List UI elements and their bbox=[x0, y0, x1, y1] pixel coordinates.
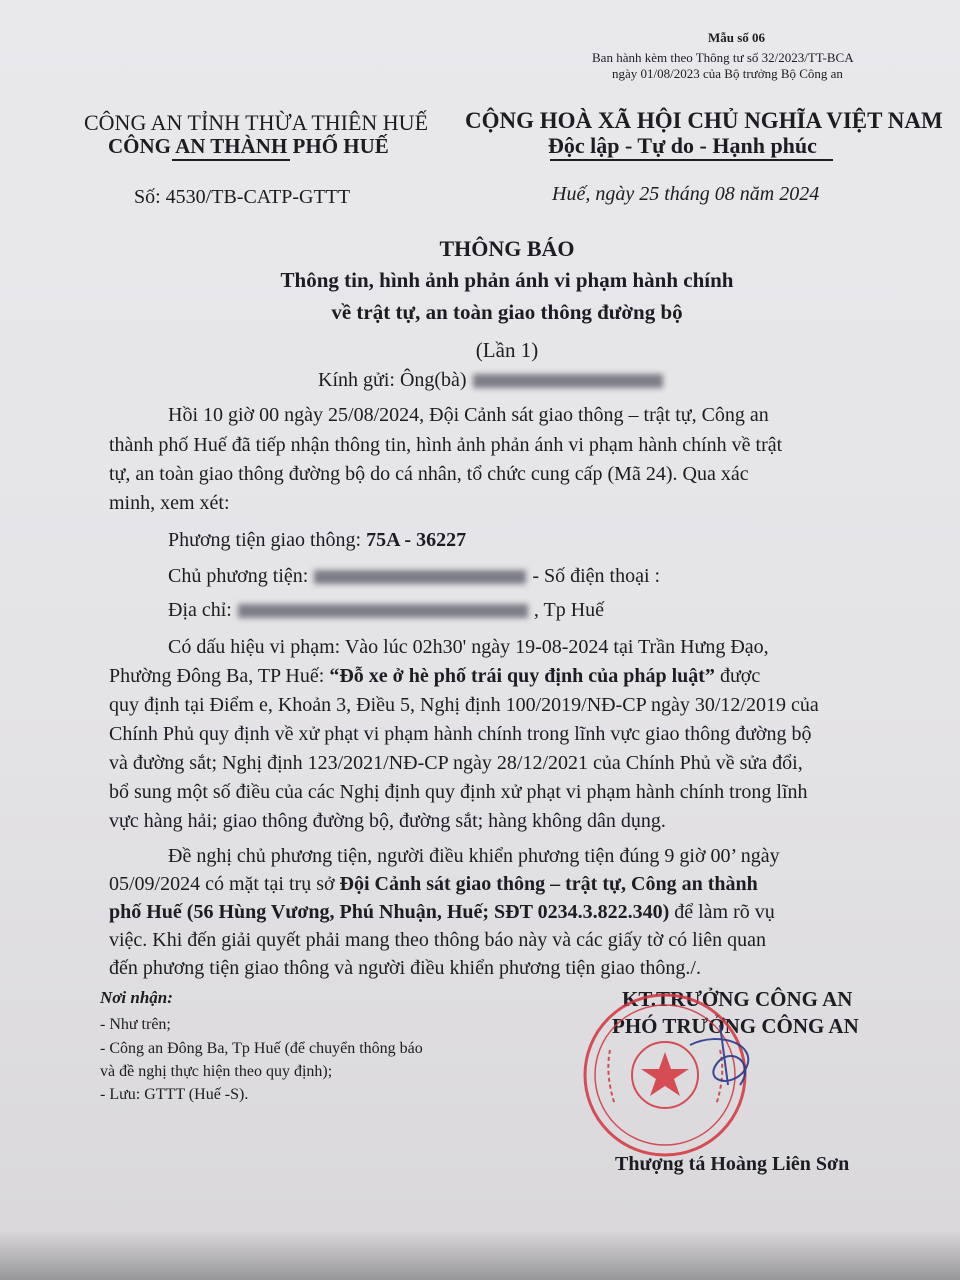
paragraph-1-line-1: Hồi 10 giờ 00 ngày 25/08/2024, Đội Cảnh sát giao thông – trật tự, Công an bbox=[168, 404, 769, 426]
vehicle-label: Phương tiện giao thông: bbox=[168, 529, 367, 551]
recipient-2: - Công an Đông Ba, Tp Huế (để chuyển thông báo bbox=[100, 1040, 423, 1057]
request-line-5: đến phương tiện giao thông và người điều khiển phương tiện giao thông./. bbox=[109, 957, 701, 979]
redacted-name bbox=[473, 374, 663, 388]
issuing-agency: CÔNG AN THÀNH PHỐ HUẾ bbox=[108, 134, 389, 158]
recipient-2-cont: và đề nghị thực hiện theo quy định); bbox=[100, 1063, 333, 1080]
signer-name: Thượng tá Hoàng Liên Sơn bbox=[615, 1153, 850, 1175]
request-office-address: phố Huế (56 Hùng Vương, Phú Nhuận, Huế; SĐT 0234.3.822.340) bbox=[109, 901, 670, 923]
address-label: Địa chỉ: bbox=[168, 599, 232, 621]
vehicle-line bbox=[168, 529, 466, 552]
request-line-3 bbox=[109, 901, 775, 924]
document-title: THÔNG BÁO bbox=[439, 236, 575, 261]
request-date: 05/09/2024 có mặt tại trụ sở bbox=[109, 873, 340, 895]
greeting-label: Kính gửi: Ông(bà) bbox=[318, 369, 467, 391]
request-line-4: việc. Khi đến giải quyết phải mang theo thông báo này và các giấy tờ có liên quan bbox=[109, 929, 767, 951]
request-line-2 bbox=[109, 873, 758, 896]
form-number: Mẫu số 06 bbox=[708, 30, 766, 45]
request-purpose: để làm rõ vụ bbox=[669, 901, 775, 923]
form-reference-line-1: Ban hành kèm theo Thông tư số 32/2023/TT-BCA bbox=[592, 50, 854, 65]
owner-label: Chủ phương tiện: bbox=[168, 565, 309, 587]
notice-iteration: (Lần 1) bbox=[475, 338, 539, 362]
paragraph-1-line-3: tự, an toàn giao thông đường bộ do cá nhân, tổ chức cung cấp (Mã 24). Qua xác bbox=[109, 463, 749, 485]
country-name: CỘNG HOÀ XÃ HỘI CHỦ NGHĨA VIỆT NAM bbox=[465, 108, 943, 133]
document-subtitle-2: về trật tự, an toàn giao thông đường bộ bbox=[331, 300, 683, 324]
recipient-3: - Lưu: GTTT (Huế -S). bbox=[100, 1086, 249, 1103]
redacted-owner bbox=[314, 570, 526, 584]
parent-agency: CÔNG AN TỈNH THỪA THIÊN HUẾ bbox=[84, 110, 429, 135]
violation-line-1: Có dấu hiệu vi phạm: Vào lúc 02h30' ngày 19-08-2024 tại Trần Hưng Đạo, bbox=[168, 636, 769, 658]
document-number: Số: 4530/TB-CATP-GTTT bbox=[134, 186, 351, 208]
vehicle-plate: 75A - 36227 bbox=[366, 529, 467, 551]
form-reference-line-2: ngày 01/08/2023 của Bộ trưởng Bộ Công an bbox=[612, 66, 843, 81]
address-city: , Tp Huế bbox=[533, 599, 605, 621]
document-subtitle-1: Thông tin, hình ảnh phản ánh vi phạm hành chính bbox=[280, 268, 734, 292]
greeting bbox=[318, 369, 669, 392]
violation-description: “Đỗ xe ở hè phố trái quy định của pháp luật” bbox=[329, 665, 715, 687]
violation-line-7: vực hàng hải; giao thông đường bộ, đường sắt; hàng không dân dụng. bbox=[109, 810, 666, 832]
motto-underline bbox=[550, 159, 833, 161]
violation-line-5: và đường sắt; Nghị định 123/2021/NĐ-CP ngày 28/12/2021 của Chính Phủ về sửa đổi, bbox=[109, 752, 803, 774]
phone-label: - Số điện thoại : bbox=[532, 565, 661, 587]
violation-location: Phường Đông Ba, TP Huế: bbox=[109, 665, 330, 687]
violation-line-2 bbox=[109, 665, 760, 688]
page-shadow bbox=[0, 1230, 960, 1280]
paragraph-1-line-2: thành phố Huế đã tiếp nhận thông tin, hình ảnh phản ánh vi phạm hành chính về trật bbox=[109, 434, 783, 456]
redacted-address bbox=[238, 604, 528, 618]
national-motto: Độc lập - Tự do - Hạnh phúc bbox=[548, 133, 817, 158]
violation-line-4: Chính Phủ quy định về xử phạt vi phạm hành chính trong lĩnh vực giao thông đường bộ bbox=[109, 723, 812, 745]
signature-title-1: KT.TRƯỞNG CÔNG AN bbox=[622, 987, 853, 1011]
request-line-1: Đề nghị chủ phương tiện, người điều khiển phương tiện đúng 9 giờ 00’ ngày bbox=[168, 845, 780, 867]
violation-line-3: quy định tại Điểm e, Khoản 3, Điều 5, Nghị định 100/2019/NĐ-CP ngày 30/12/2019 của bbox=[109, 694, 819, 716]
agency-underline bbox=[172, 159, 290, 161]
violation-connector: được bbox=[714, 665, 761, 687]
address-line bbox=[168, 599, 604, 622]
place-and-date: Huế, ngày 25 tháng 08 năm 2024 bbox=[552, 183, 820, 205]
owner-line bbox=[168, 565, 660, 588]
recipients-title: Nơi nhận: bbox=[100, 988, 173, 1007]
paragraph-1-line-4: minh, xem xét: bbox=[109, 492, 230, 514]
recipient-1: - Như trên; bbox=[100, 1016, 171, 1033]
request-office: Đội Cảnh sát giao thông – trật tự, Công an thành bbox=[339, 873, 758, 895]
signature-title-2: PHÓ TRƯỞNG CÔNG AN bbox=[612, 1014, 859, 1038]
official-stamp bbox=[570, 990, 770, 1170]
violation-line-6: bổ sung một số điều của các Nghị định quy định xử phạt vi phạm hành chính trong lĩnh bbox=[109, 781, 808, 803]
